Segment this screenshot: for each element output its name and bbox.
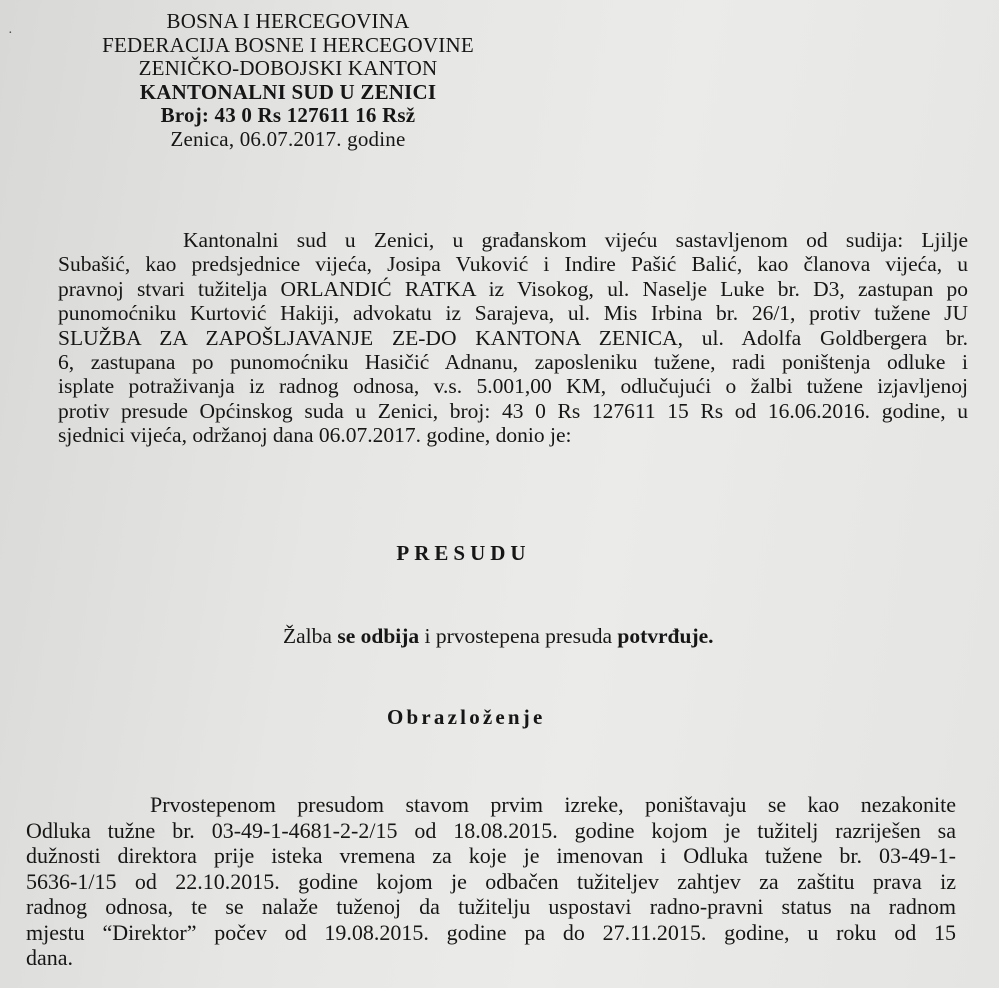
intro-line: sjednici vijeća, održanoj dana 06.07.2017. godine, donio je: <box>58 423 572 448</box>
reasoning-paragraph <box>26 792 956 971</box>
judgment-title <box>0 541 999 566</box>
verdict-confirmed: potvrđuje. <box>617 624 714 648</box>
margin-mark: · <box>8 26 13 41</box>
header-date: Zenica, 06.07.2017. godine <box>170 126 406 151</box>
header-country: BOSNA I HERCEGOVINA <box>166 9 410 33</box>
reasoning-line: mjestu “Direktor” počev od 19.08.2015. godine pa do 27.11.2015. godine, u roku od 15 <box>26 919 956 945</box>
reasoning-line: radnog odnosa, te se nalaže tuženoj da tužitelju uspostavi radno-pravni status na radnom <box>26 894 956 919</box>
reasoning-line: dana. <box>26 945 74 970</box>
reasoning-line: Odluka tužne br. 03-49-1-4681-2-2/15 od 18.08.2015. godine kojom je tužitelj razriješen sa <box>26 817 956 843</box>
header-federation: FEDERACIJA BOSNE I HERCEGOVINE <box>102 32 474 57</box>
verdict-statement <box>283 624 714 649</box>
intro-line: Subašić, kao predsjednice vijeća, Josipa Vuković i Indire Pašić Balić, kao članova vijeća, u <box>58 252 968 277</box>
court-header <box>68 10 508 151</box>
header-court-name: KANTONALNI SUD U ZENICI <box>139 79 437 104</box>
header-canton: ZENIČKO-DOBOJSKI KANTON <box>138 56 438 80</box>
reasoning-line: Prvostepenom presudom stavom prvim izreke, poništavaju se kao nezakonite <box>150 792 956 817</box>
header-case-number: Broj: 43 0 Rs 127611 16 Rsž <box>160 103 416 127</box>
verdict-part: i prvostepena presuda <box>419 624 618 648</box>
judgment-title-text: PRESUDU <box>396 541 531 565</box>
reasoning-line: 5636-1/15 od 22.10.2015. godine kojom je odbačen tužiteljev zahtjev za zaštitu prava iz <box>26 868 956 894</box>
intro-line: protiv presude Općinskog suda u Zenici, broj: 43 0 Rs 127611 15 Rs od 16.06.2016. godine, u <box>58 398 968 423</box>
intro-line: 6, zastupana po punomoćniku Hasičić Adnanu, zaposleniku tužene, radi poništenja odluke i <box>58 349 968 374</box>
verdict-part: Žalba <box>283 624 338 648</box>
intro-line: Kantonalni sud u Zenici, u građanskom vijeću sastavljenom od sudija: Ljilje <box>183 228 968 252</box>
reasoning-line: dužnosti direktora prije isteka vremena za koje je imenovan i Odluka tužene br. 03-49-1- <box>26 843 956 868</box>
intro-line: punomoćniku Kurtović Hakiji, advokatu iz Sarajeva, ul. Mis Irbina br. 26/1, protiv tužene JU <box>58 301 968 326</box>
intro-line: SLUŽBA ZA ZAPOŠLJAVANJE ZE-DO KANTONA ZENICA, ul. Adolfa Goldbergera br. <box>58 325 968 350</box>
intro-line: isplate potraživanja iz radnog odnosa, v.s. 5.001,00 KM, odlučujući o žalbi tužene izjavljenoj <box>58 374 968 399</box>
verdict-rejected: se odbija <box>337 624 420 648</box>
reasoning-title: Obrazloženje <box>387 705 546 729</box>
intro-line: pravnoj stvari tužitelja ORLANDIĆ RATKA iz Visokog, ul. Naselje Luke br. D3, zastupan po <box>58 276 968 301</box>
intro-paragraph <box>58 228 968 448</box>
